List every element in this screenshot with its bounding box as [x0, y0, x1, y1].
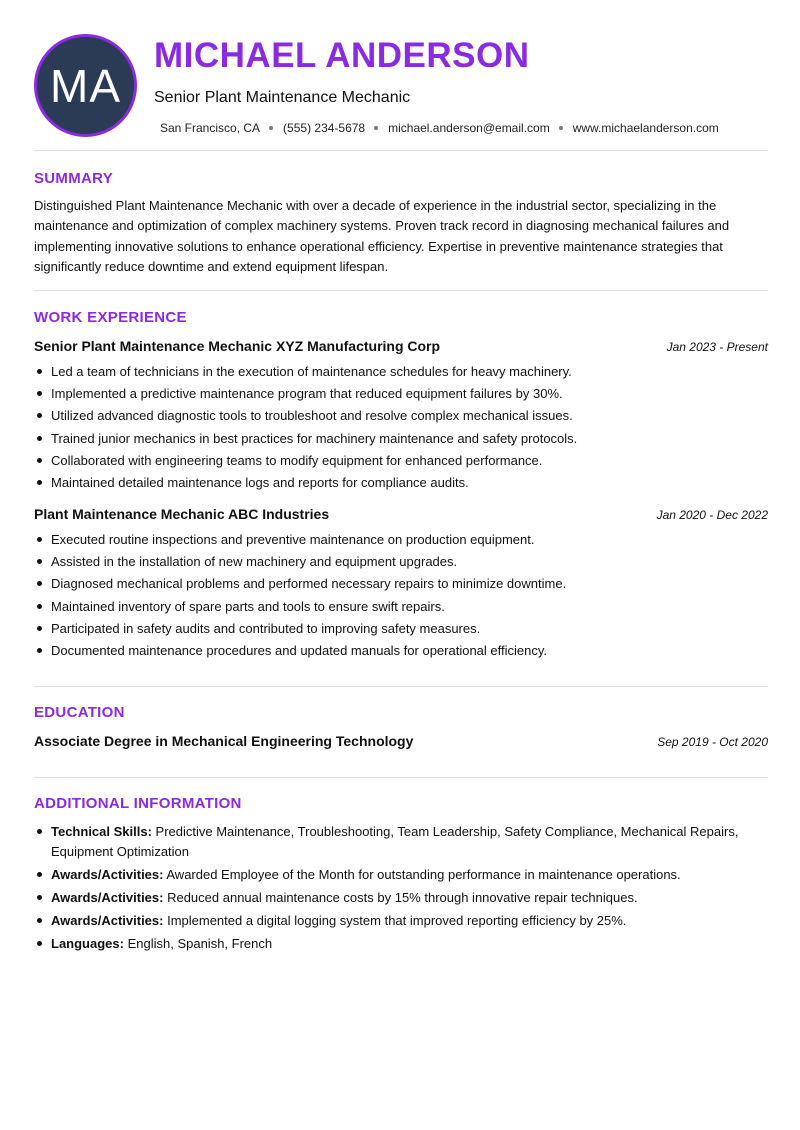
- contact-phone: (555) 234-5678: [283, 121, 366, 135]
- item-text: Implemented a digital logging system that improved reporting efficiency by 25%.: [163, 912, 627, 928]
- list-item: Assisted in the installation of new machinery and equipment upgrades.: [34, 553, 768, 575]
- job-header: [34, 506, 768, 524]
- summary-heading: SUMMARY: [34, 170, 114, 187]
- candidate-name: MICHAEL ANDERSON: [154, 36, 530, 75]
- job-role: Senior Plant Maintenance Mechanic XYZ Manufacturing Corp: [34, 338, 441, 354]
- candidate-title: Senior Plant Maintenance Mechanic: [154, 89, 411, 106]
- list-item: Diagnosed mechanical problems and performed necessary repairs to minimize downtime.: [34, 575, 768, 597]
- summary-text: Distinguished Plant Maintenance Mechanic with over a decade of experience in the industrial sector, specializing in the maintenance and optimization of complex machinery systems. Proven track record in diagnosing mechanical failures and implementing innovative solutions to enhance operational efficiency. Expertise in preventive maintenance strategies that significantly reduce downtime and extend equipment lifespan.: [34, 198, 730, 274]
- job-bullets: [34, 531, 768, 664]
- list-item: [34, 888, 768, 908]
- list-item: Collaborated with engineering teams to modify equipment for enhanced performance.: [34, 452, 768, 474]
- item-label: Awards/Activities:: [51, 889, 164, 905]
- additional-heading: ADDITIONAL INFORMATION: [34, 795, 242, 812]
- item-text: English, Spanish, French: [123, 935, 273, 951]
- avatar-initials: MA: [50, 59, 121, 112]
- item-label: Languages:: [51, 935, 124, 951]
- item-text: Reduced annual maintenance costs by 15% through innovative repair techniques.: [163, 889, 638, 905]
- list-item: Executed routine inspections and preventive maintenance on production equipment.: [34, 531, 768, 553]
- avatar: [34, 34, 137, 137]
- education-dates: Sep 2019 - Oct 2020: [657, 735, 768, 749]
- list-item: [34, 865, 768, 885]
- resume-header: [34, 34, 768, 144]
- list-item: Implemented a predictive maintenance program that reduced equipment failures by 30%.: [34, 385, 768, 407]
- experience-heading: WORK EXPERIENCE: [34, 309, 187, 326]
- item-label: Awards/Activities:: [51, 912, 164, 928]
- separator-dot: [374, 126, 378, 130]
- list-item: Trained junior mechanics in best practices for machinery maintenance and safety protocols.: [34, 430, 768, 452]
- contact-email[interactable]: michael.anderson@email.com: [388, 121, 550, 135]
- list-item: Participated in safety audits and contributed to improving safety measures.: [34, 620, 768, 642]
- separator-dot: [559, 126, 563, 130]
- list-item: [34, 822, 768, 861]
- job-role: Plant Maintenance Mechanic ABC Industries: [34, 506, 330, 522]
- item-text: Awarded Employee of the Month for outstanding performance in maintenance operations.: [163, 866, 681, 882]
- contact-location: San Francisco, CA: [160, 121, 261, 135]
- education-entry: [34, 733, 768, 751]
- list-item: [34, 934, 768, 954]
- job-dates: Jan 2023 - Present: [666, 340, 768, 354]
- separator-dot: [269, 126, 273, 130]
- job-dates: Jan 2020 - Dec 2022: [656, 508, 768, 522]
- job-header: [34, 338, 768, 356]
- education-degree: Associate Degree in Mechanical Engineering Technology: [34, 733, 414, 749]
- list-item: Documented maintenance procedures and updated manuals for operational efficiency.: [34, 642, 768, 664]
- item-label: Technical Skills:: [51, 824, 152, 839]
- section-divider: [34, 777, 768, 778]
- list-item: Maintained inventory of spare parts and tools to ensure swift repairs.: [34, 598, 768, 620]
- contact-line: [160, 121, 719, 135]
- list-item: Utilized advanced diagnostic tools to troubleshoot and resolve complex mechanical issues.: [34, 407, 768, 429]
- job-bullets: [34, 363, 768, 496]
- list-item: Maintained detailed maintenance logs and reports for compliance audits.: [34, 474, 768, 496]
- additional-list: [34, 822, 768, 957]
- item-text: Predictive Maintenance, Troubleshooting, Team Leadership, Safety Compliance, Mechanical Repairs, Equipment Optimization: [51, 824, 739, 859]
- section-divider: [34, 290, 768, 291]
- contact-website[interactable]: www.michaelanderson.com: [572, 121, 719, 135]
- item-label: Awards/Activities:: [51, 866, 164, 882]
- section-divider: [34, 150, 768, 151]
- list-item: Led a team of technicians in the execution of maintenance schedules for heavy machinery.: [34, 363, 768, 385]
- section-divider: [34, 686, 768, 687]
- education-heading: EDUCATION: [34, 704, 125, 721]
- list-item: [34, 911, 768, 931]
